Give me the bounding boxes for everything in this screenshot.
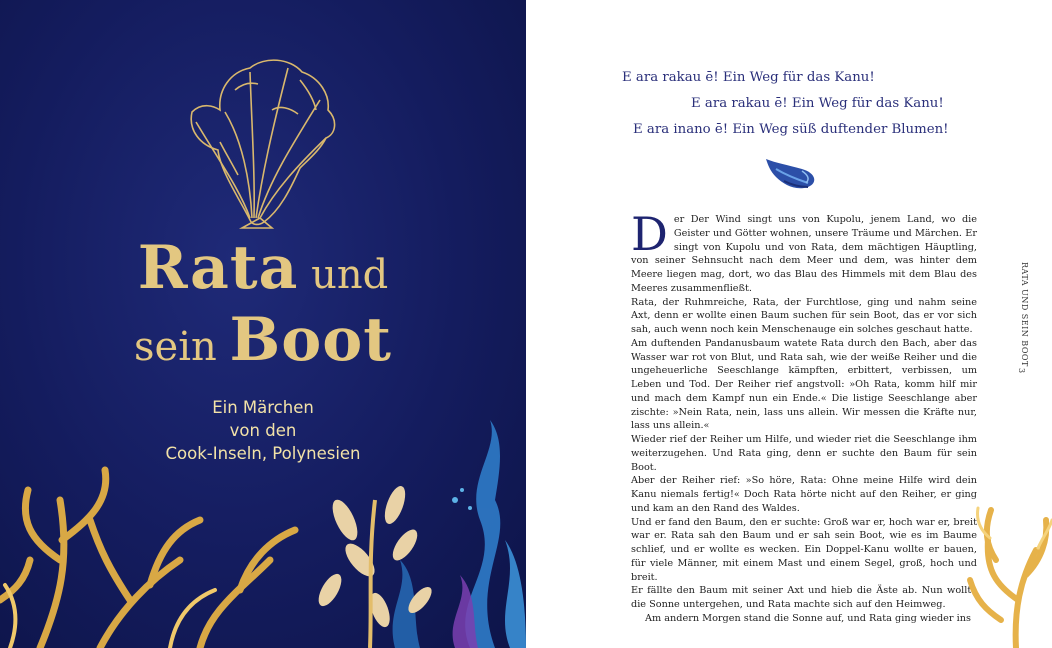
running-head: RATA UND SEIN BOOT	[1020, 262, 1029, 367]
subtitle-line: Ein Märchen	[212, 398, 314, 417]
paragraph: Und er fand den Baum, den er suchte: Groß war er, hoch war er, breit war er. Rata sah den Baum und er sah sein Boot, wie es im Baume schlief, und er wollte es wecken. Ein Doppel-Kanu wollte er bauen, für viele Männer, mit einem Mast und einem Segel, groß, hoch und breit.	[631, 516, 977, 583]
paragraph: Am duftenden Pandanusbaum watete Rata durch den Bach, aber das Wasser war rot von Blut, und Rata sah, wie der weiße Reiher und die ungeheuerliche Seeschlange kämpften, erbittert, verbissen, um Leben und Tod. Der Reiher rief angstvoll: »Oh Rata, komm hilf mir und mach dem Kampf nun ein Ende.« Die listige Seeschlange aber zischte: »Nein Rata, nein, lass uns allein. Wir messen die Kräfte nur, lass uns allein.«	[631, 337, 977, 432]
story-text	[631, 207, 977, 626]
drop-cap: D	[631, 207, 668, 261]
paragraph: Am andern Morgen stand die Sonne auf, und Rata ging wieder ins	[645, 612, 971, 624]
paragraph: Rata, der Ruhmreiche, Rata, der Furchtlose, ging und nahm seine Axt, denn er wollte einen Baum suchen für sein Boot, das er vor sich sah, auch wenn noch kein Menschenauge ein solches geschaut hatte.	[631, 296, 977, 335]
title-word-und: und	[298, 252, 389, 298]
conch-shell-icon	[762, 155, 820, 193]
paragraph: Aber der Reiher rief: »So höre, Rata: Ohne meine Hilfe wird dein Kanu niemals fertig!« Doch Rata hörte nicht auf den Reiher, er ging und kam an den Rand des Waldes.	[631, 475, 977, 514]
title-word-rata: Rata	[137, 233, 299, 303]
subtitle-line: von den	[229, 421, 297, 440]
verse-line: E ara inano ē! Ein Weg süß duftender Blumen!	[633, 122, 949, 137]
paragraph: er Der Wind singt uns von Kupolu, jenem Land, wo die Geister und Götter wohnen, unsere Träume und Märchen. Er singt von Kupolu und von Rata, dem mächtigen Häuptling, von seiner Sehnsucht nach dem Meer und dem, was hinter dem Meere liegen mag, dort, wo das Blau des Himmels mit dem Blau des Meeres zusammenfließt.	[631, 214, 977, 294]
title-word-boot: Boot	[229, 305, 392, 375]
subtitle-line: Cook-Inseln, Polynesien	[165, 444, 361, 463]
page-number: 3	[1017, 368, 1026, 374]
text-page	[526, 0, 1052, 648]
verse-line: E ara rakau ē! Ein Weg für das Kanu!	[622, 70, 875, 85]
title-word-sein: sein	[134, 324, 230, 370]
paragraph: Wieder rief der Reiher um Hilfe, und wieder riet die Seeschlange ihm weiterzugehen. Und Rata ging, denn er suchte den Baum für sein Boot.	[631, 434, 977, 473]
coral-illustration	[956, 480, 1052, 648]
paragraph: Er fällte den Baum mit seiner Axt und hieb die Äste ab. Nun wollte die Sonne untergehen, und Rata machte sich auf den Heimweg.	[631, 585, 977, 610]
verse-line: E ara rakau ē! Ein Weg für das Kanu!	[691, 96, 944, 111]
